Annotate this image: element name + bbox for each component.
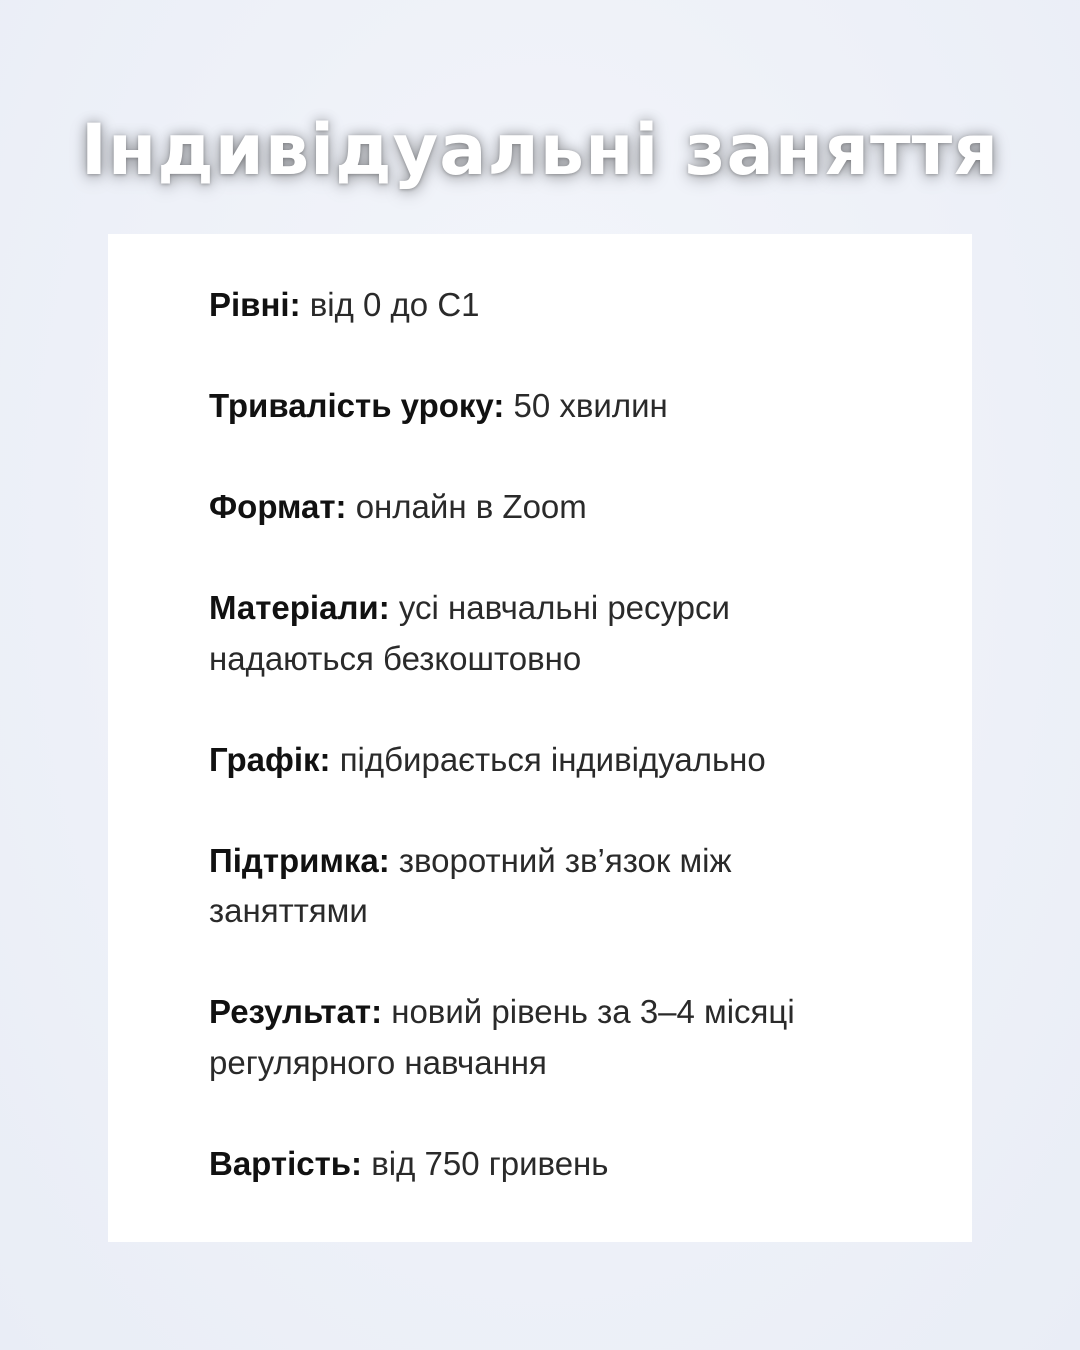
info-item-result xyxy=(209,987,889,1088)
info-label: Графік: xyxy=(209,740,331,778)
info-label: Матеріали: xyxy=(209,589,390,626)
info-item-price xyxy=(209,1139,889,1190)
info-item-schedule xyxy=(209,735,889,786)
info-label: Тривалість уроку: xyxy=(209,387,505,424)
info-item-support xyxy=(209,836,889,937)
info-item-levels xyxy=(209,280,889,331)
info-value: онлайн в Zoom xyxy=(355,488,587,525)
info-label: Вартість: xyxy=(209,1144,363,1182)
info-value: 50 хвилин xyxy=(513,387,668,424)
info-item-duration xyxy=(209,381,889,432)
info-label: Результат: xyxy=(209,993,383,1030)
page-title: Індивідуальні заняття xyxy=(80,109,1000,191)
info-item-materials xyxy=(209,583,889,684)
info-label: Підтримка: xyxy=(209,841,390,879)
info-value: усі навчальні ресурси надаються безкоштовно xyxy=(209,589,730,677)
info-value: від 0 до C1 xyxy=(309,286,480,323)
info-label: Формат: xyxy=(209,488,347,525)
info-value: зворотний зв’язок між заняттями xyxy=(209,841,732,929)
info-item-format xyxy=(209,482,889,533)
info-value: від 750 гривень xyxy=(371,1144,609,1182)
info-value: підбирається індивідуально xyxy=(339,740,766,778)
info-list xyxy=(209,280,889,1240)
info-label: Рівні: xyxy=(209,286,301,323)
info-value: новий рівень за 3–4 місяці регулярного навчання xyxy=(209,993,795,1081)
